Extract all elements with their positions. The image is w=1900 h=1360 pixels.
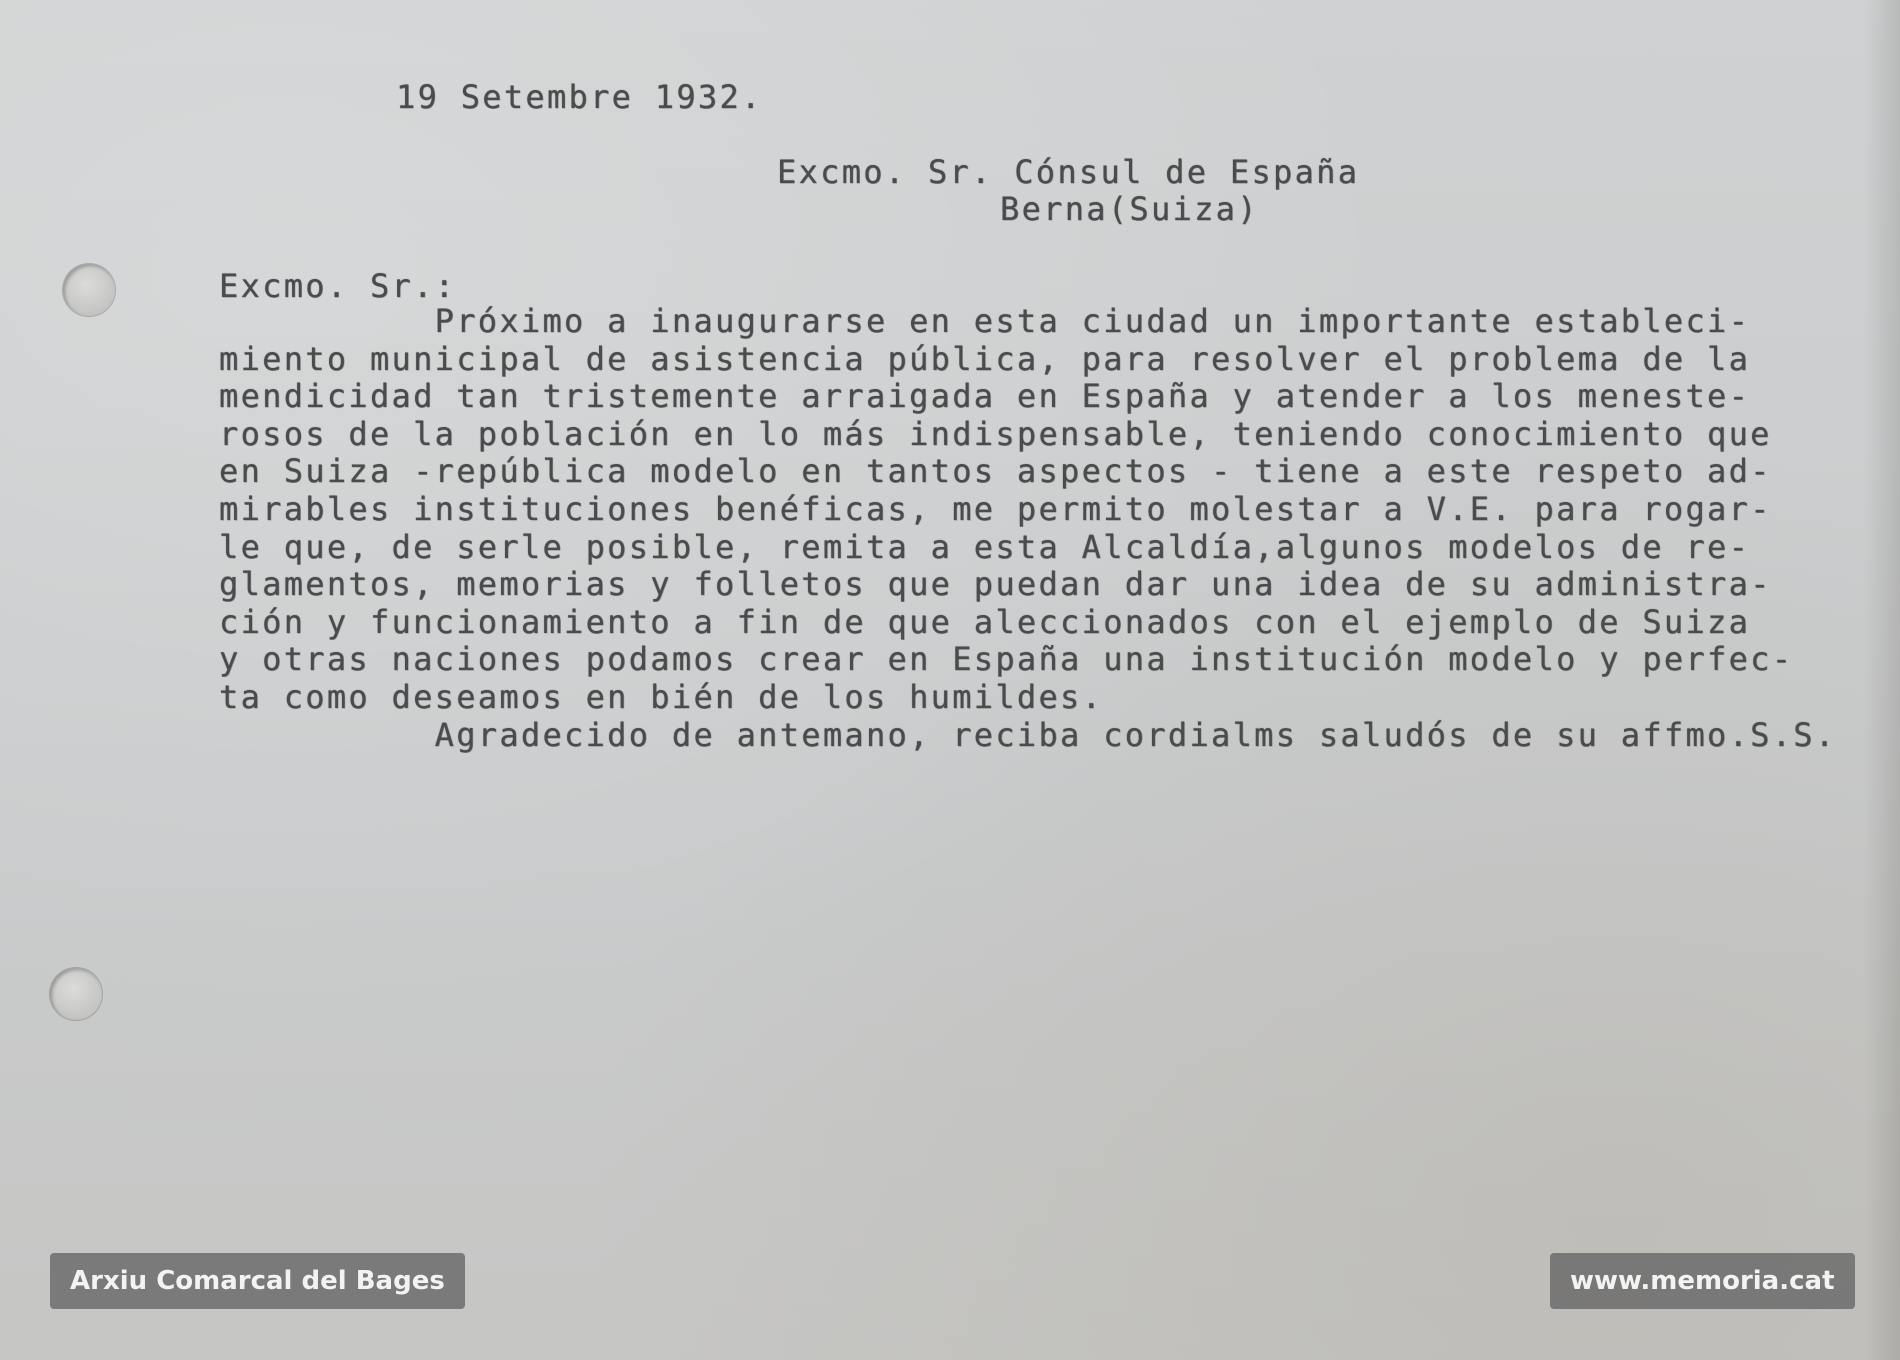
recipient-title: Excmo. Sr. Cónsul de España: [777, 153, 1360, 191]
recipient-location: Berna(Suiza): [1000, 190, 1259, 228]
body-line: Próximo a inaugurarse en esta ciudad un importante estableci-: [219, 302, 1751, 340]
archive-watermark: Arxiu Comarcal del Bages: [50, 1253, 465, 1309]
body-line: ción y funcionamiento a fin de que aleccionados con el ejemplo de Suiza: [219, 602, 1751, 641]
salutation: Excmo. Sr.:: [219, 267, 457, 305]
body-line: en Suiza -república modelo en tantos aspectos - tiene a este respeto ad-: [219, 452, 1772, 491]
body-line: mirables instituciones benéficas, me permito molestar a V.E. para rogar-: [219, 489, 1772, 528]
punch-hole-top: [63, 264, 115, 316]
letter-body: [219, 303, 1836, 754]
closing-line: Agradecido de antemano, reciba cordialms saludós de su affmo.S.S.: [219, 715, 1837, 754]
body-line: rosos de la población en lo más indispensable, teniendo conocimiento que: [219, 414, 1772, 453]
punch-hole-bottom: [50, 968, 102, 1020]
website-watermark: www.memoria.cat: [1550, 1253, 1855, 1309]
body-line: y otras naciones podamos crear en España una institución modelo y perfec-: [219, 640, 1794, 679]
body-line: glamentos, memorias y folletos que puedan dar una idea de su administra-: [219, 565, 1772, 604]
body-line: miento municipal de asistencia pública, para resolver el problema de la: [219, 339, 1751, 378]
body-line: le que, de serle posible, remita a esta Alcaldía,algunos modelos de re-: [219, 527, 1751, 566]
paper-edge-shadow: [1864, 0, 1900, 1360]
body-line: ta como deseamos en bién de los humildes.: [219, 677, 1104, 716]
letter-date: 19 Setembre 1932.: [396, 78, 763, 116]
body-line: mendicidad tan tristemente arraigada en España y atender a los meneste-: [219, 377, 1751, 416]
